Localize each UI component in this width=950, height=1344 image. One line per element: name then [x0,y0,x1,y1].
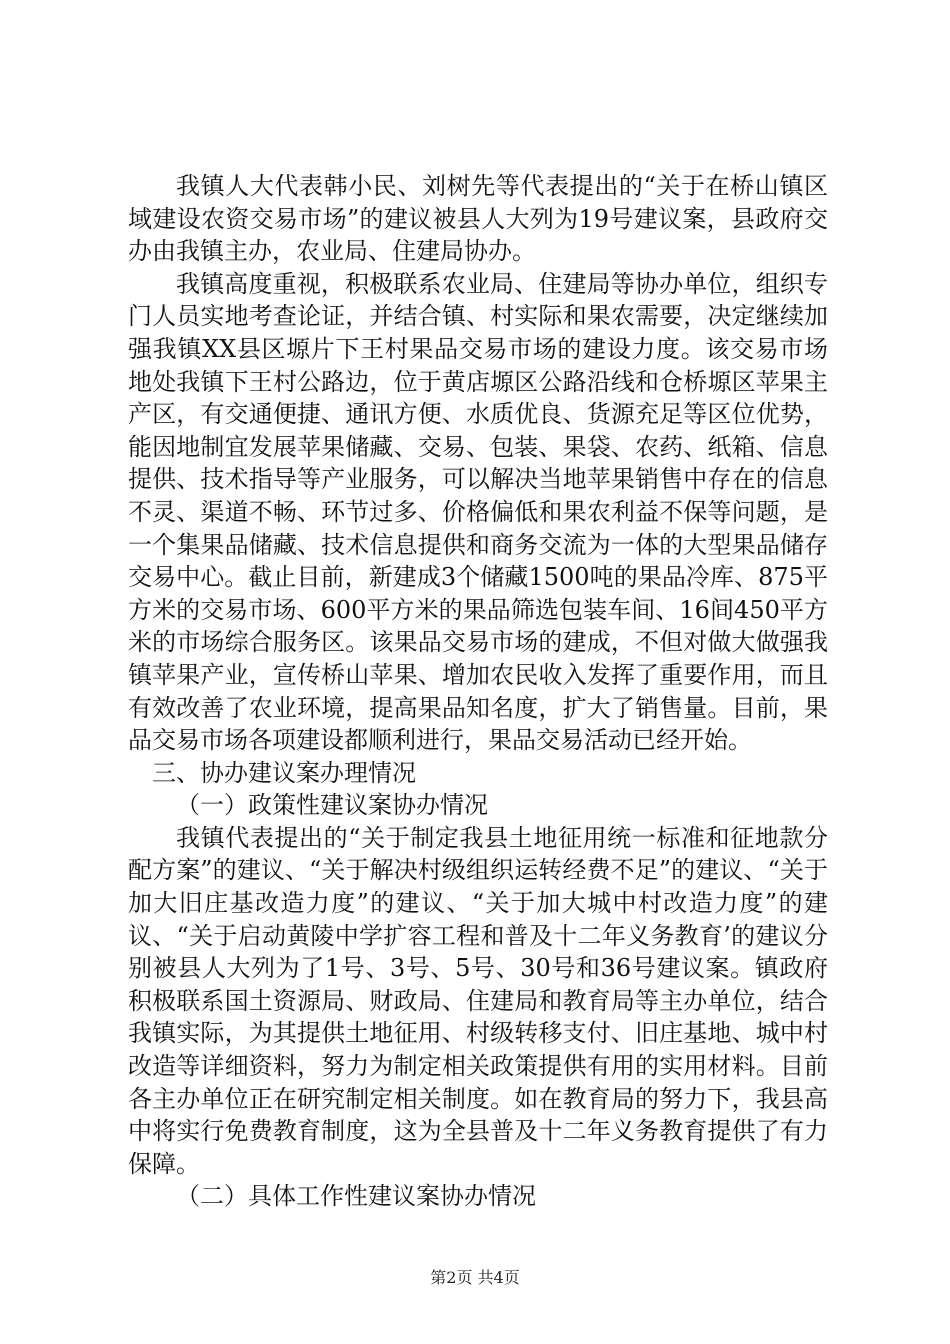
subsection-heading-specific-work: （二）具体工作性建议案协办情况 [176,1182,536,1211]
subsection-heading-policy: （一）政策性建议案协办情况 [176,791,488,820]
document-body [128,170,828,1213]
paragraph-policy-proposals: 我镇代表提出的“关于制定我县土地征用统一标准和征地款分配方案”的建议、“关于解决村级组织运转经费不足”的建议、“关于加大旧庄基改造力度”的建议、“关于加大城中村改造力度”的建议、“关于启动黄陵中学扩容工程和普及十二年义务教育’的建议分别被县人大列为了1号、3号、5号、30号和36号建议案。镇政府积极联系国土资源局、财政局、住建局和教育局等主办单位，结合我镇实际，为其提供土地征用、村级转移支付、旧庄基地、城中村改造等详细资料，努力为制定相关政策提供有用的实用材料。目前各主办单位正在研究制定相关制度。如在教育局的努力下，我县高中将实行免费教育制度，这为全县普及十二年义务教育提供了有力保障。 [128,823,828,1178]
paragraph-market-construction: 我镇高度重视，积极联系农业局、住建局等协办单位，组织专门人员实地考查论证，并结合镇、村实际和果农需要，决定继续加强我镇XX县区塬片下王村果品交易市场的建设力度。该交易市场地处我镇下王村公路边，位于黄店塬区公路沿线和仓桥塬区苹果主产区，有交通便捷、通讯方便、水质优良、货源充足等区位优势，能因地制宜发展苹果储藏、交易、包装、果袋、农药、纸箱、信息提供、技术指导等产业服务，可以解决当地苹果销售中存在的信息不灵、渠道不畅、环节过多、价格偏低和果农利益不保等问题，是一个集果品储藏、技术信息提供和商务交流为一体的大型果品储存交易中心。截止目前，新建成3个储藏1500吨的果品冷库、875平方米的交易市场、600平方米的果品筛选包装车间、16间450平方米的市场综合服务区。该果品交易市场的建成，不但对做大做强我镇苹果产业，宣传桥山苹果、增加农民收入发挥了重要作用，而且有效改善了农业环境，提高果品知名度，扩大了销售量。目前，果品交易市场各项建设都顺利进行，果品交易活动已经开始。 [128,269,828,755]
section-heading-assist-proposals: 三、协办建议案办理情况 [152,758,416,787]
page-footer: 第2页 共4页 [430,1268,520,1287]
paragraph-market-proposal: 我镇人大代表韩小民、刘树先等代表提出的“关于在桥山镇区域建设农资交易市场”的建议被县人大列为19号建议案，县政府交办由我镇主办，农业局、住建局协办。 [128,172,828,266]
